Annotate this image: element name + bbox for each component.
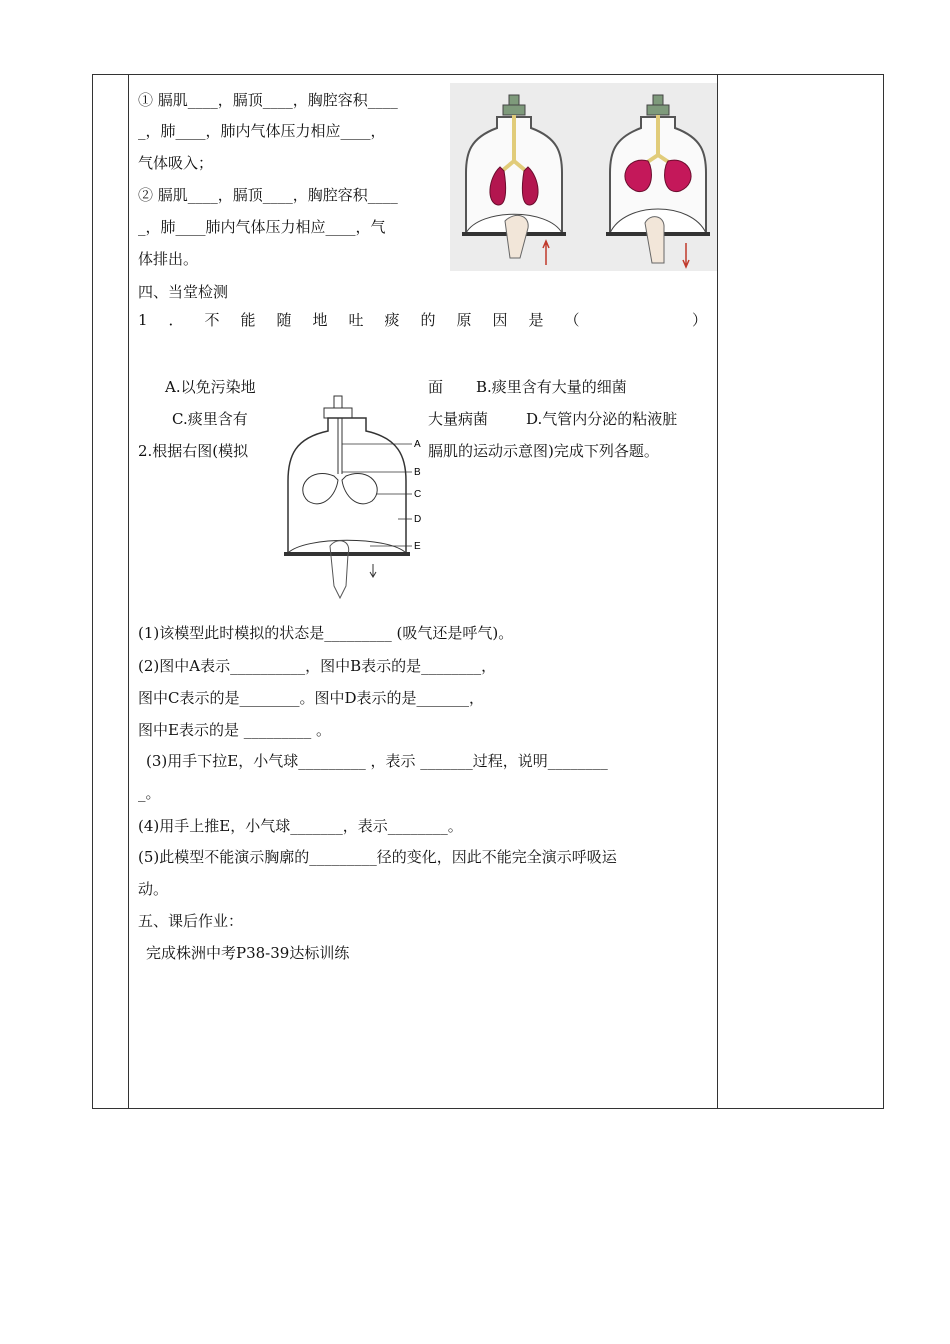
text-line: ① 膈肌____，膈顶____，胸腔容积____ <box>138 91 398 109</box>
column-divider-left <box>128 74 129 1109</box>
text-line: 体排出。 <box>138 250 199 268</box>
question-1: 1．不能随地吐痰的原因是（ <box>138 311 601 329</box>
diagram-label-b: B <box>414 467 421 478</box>
breathing-model-photo <box>450 83 717 271</box>
sub-question-4: (4)用手上推E，小气球_______，表示________。 <box>138 817 463 835</box>
option-a-end: 面 <box>428 378 444 396</box>
bell-jar-exhale <box>606 95 710 267</box>
diagram-label-c: C <box>414 489 422 500</box>
diagram-label-d: D <box>414 514 422 525</box>
diagram-label-e: E <box>414 541 421 552</box>
bell-jar-inhale <box>462 95 566 265</box>
question-2-start: 2.根据右图(模拟 <box>138 442 249 460</box>
labelled-model-diagram <box>280 386 430 606</box>
option-d: D.气管内分泌的粘液脏 <box>526 410 678 428</box>
sub-question-3a: (3)用手下拉E，小气球_________ ，表示 _______过程，说明________ <box>146 752 608 770</box>
option-c-end: 大量病菌 <box>428 410 489 428</box>
column-divider-right <box>717 74 718 1109</box>
sub-question-2b: 图中C表示的是________。图中D表示的是_______， <box>138 689 485 707</box>
sub-question-2a: (2)图中A表示__________，图中B表示的是________， <box>138 657 497 675</box>
text-line: ② 膈肌____，膈顶____，胸腔容积____ <box>138 186 398 204</box>
question-2-end: 膈肌的运动示意图)完成下列各题。 <box>428 442 659 460</box>
sub-question-5a: (5)此模型不能演示胸廓的_________径的变化，因此不能完全演示呼吸运 <box>138 848 617 866</box>
sub-question-5b: 动。 <box>138 880 169 898</box>
text-line: _，肺____，肺内气体压力相应____， <box>138 122 386 140</box>
question-1-close: ） <box>692 311 708 329</box>
text-line: 气体吸入； <box>138 154 214 172</box>
option-b: B.痰里含有大量的细菌 <box>476 378 627 396</box>
sub-question-1: (1)该模型此时模拟的状态是_________ (吸气还是呼气)。 <box>138 624 514 642</box>
option-a: A.以免污染地 <box>165 378 256 396</box>
sub-question-2c: 图中E表示的是 _________ 。 <box>138 721 331 739</box>
text-line: _，肺____肺内气体压力相应____，气 <box>138 218 386 236</box>
section-heading: 四、当堂检测 <box>138 283 229 301</box>
option-c: C.痰里含有 <box>172 410 248 428</box>
section-heading: 五、课后作业： <box>138 912 244 930</box>
sub-question-3b: _。 <box>138 784 161 802</box>
homework-text: 完成株洲中考P38-39达标训练 <box>146 944 350 962</box>
diagram-label-a: A <box>414 439 421 450</box>
